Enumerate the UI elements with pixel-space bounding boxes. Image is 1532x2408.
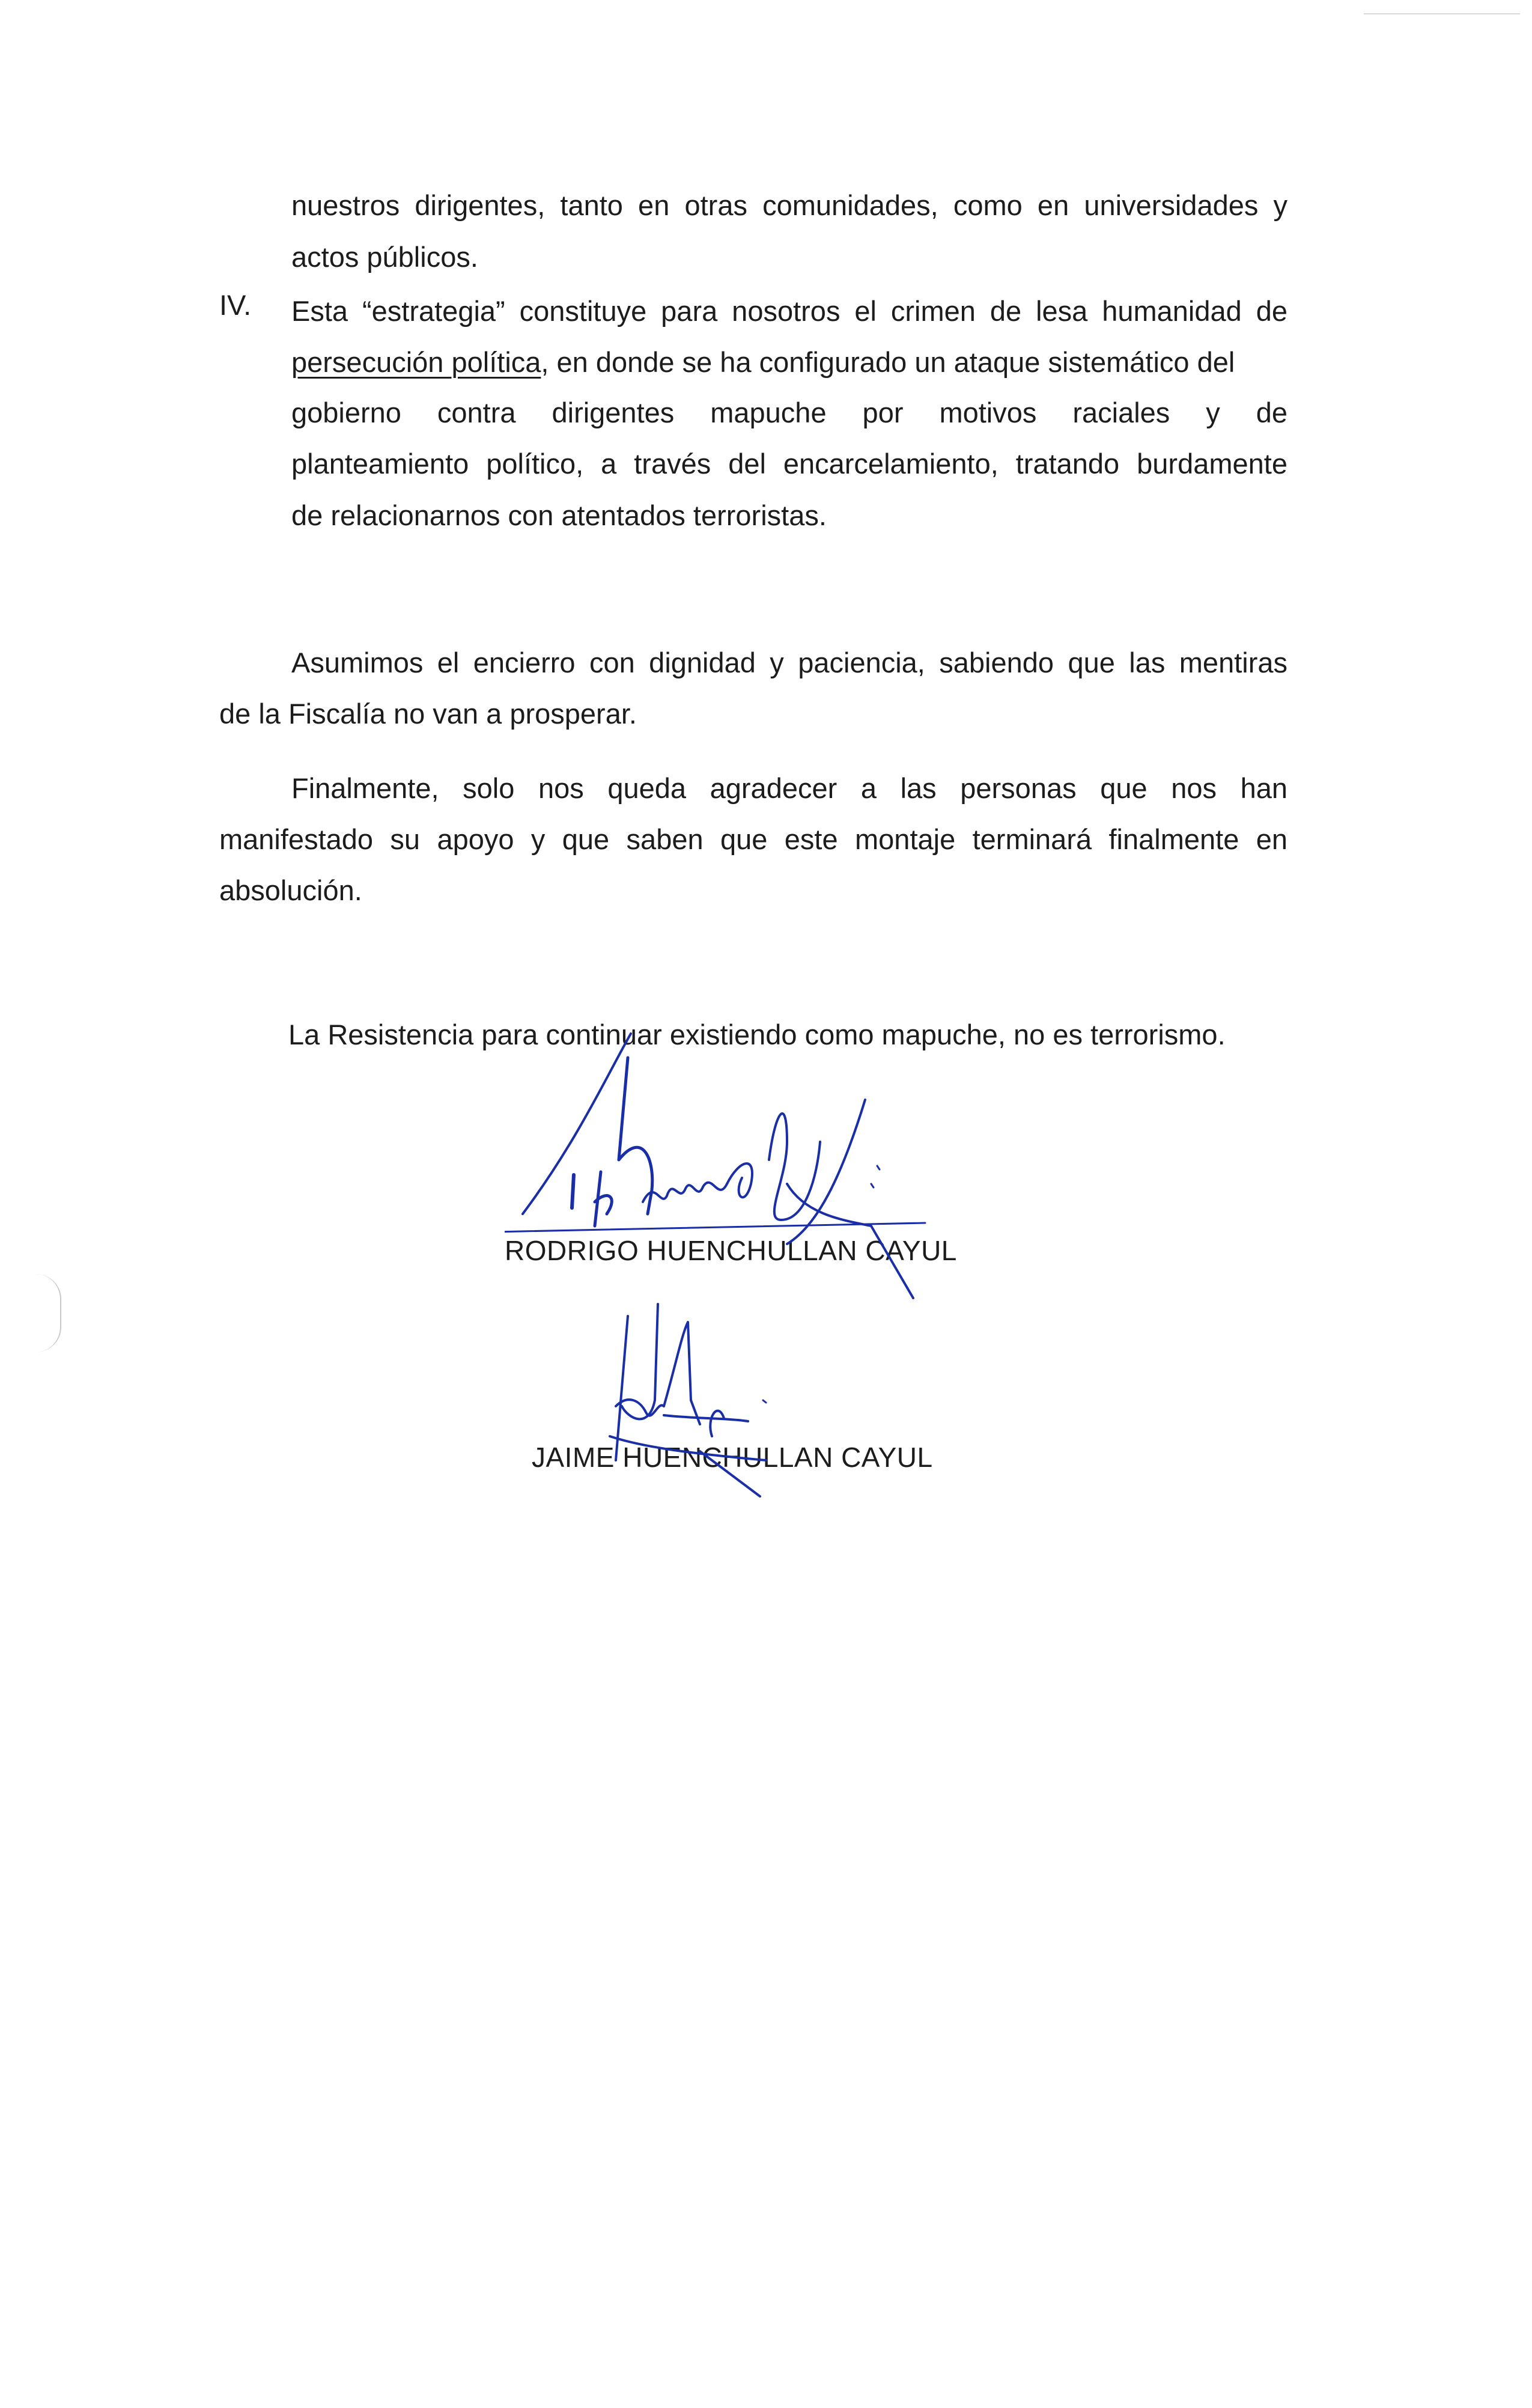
- paragraph-2-line-2: manifestado su apoyo y que saben que este montaje terminará finalmente en: [219, 823, 1287, 855]
- signatory-name-jaime: JAIME HUENCHULLAN CAYUL: [532, 1442, 933, 1473]
- item-iv-numeral: IV.: [219, 289, 252, 321]
- item-iv-line-3: gobierno contra dirigentes mapuche por motivos raciales y de: [291, 397, 1287, 428]
- signatory-name-rodrigo: RODRIGO HUENCHULLAN CAYUL: [505, 1235, 957, 1266]
- paragraph-2-line-3: absolución.: [219, 874, 362, 906]
- paragraph-1-line-2: de la Fiscalía no van a prosperar.: [219, 698, 637, 730]
- scan-edge-line: [1364, 13, 1520, 14]
- item-iv-line-2-rest: , en donde se ha configurado un ataque sistemático del: [541, 346, 1235, 378]
- scan-edge-mark: [36, 1274, 61, 1352]
- item-iii-line-2: actos públicos.: [291, 241, 478, 273]
- paragraph-2-line-1: Finalmente, solo nos queda agradecer a las personas que nos han: [291, 772, 1287, 804]
- signature-rodrigo: [505, 1022, 937, 1304]
- signature-jaime: [592, 1298, 844, 1502]
- item-iii-line-1: nuestros dirigentes, tanto en otras comunidades, como en universidades y: [291, 189, 1287, 221]
- item-iv-line-1: Esta “estrategia” constituye para nosotros el crimen de lesa humanidad de: [291, 295, 1287, 327]
- item-iv-line-5: de relacionarnos con atentados terroristas.: [291, 499, 827, 531]
- underlined-phrase: persecución política: [291, 346, 541, 378]
- item-iv-line-2: [291, 344, 1235, 380]
- item-iv-line-4: planteamiento político, a través del encarcelamiento, tratando burdamente: [291, 448, 1287, 480]
- closing-statement: La Resistencia para continuar existiendo como mapuche, no es terrorismo.: [288, 1019, 1226, 1050]
- paragraph-1-line-1: Asumimos el encierro con dignidad y paciencia, sabiendo que las mentiras: [291, 647, 1287, 678]
